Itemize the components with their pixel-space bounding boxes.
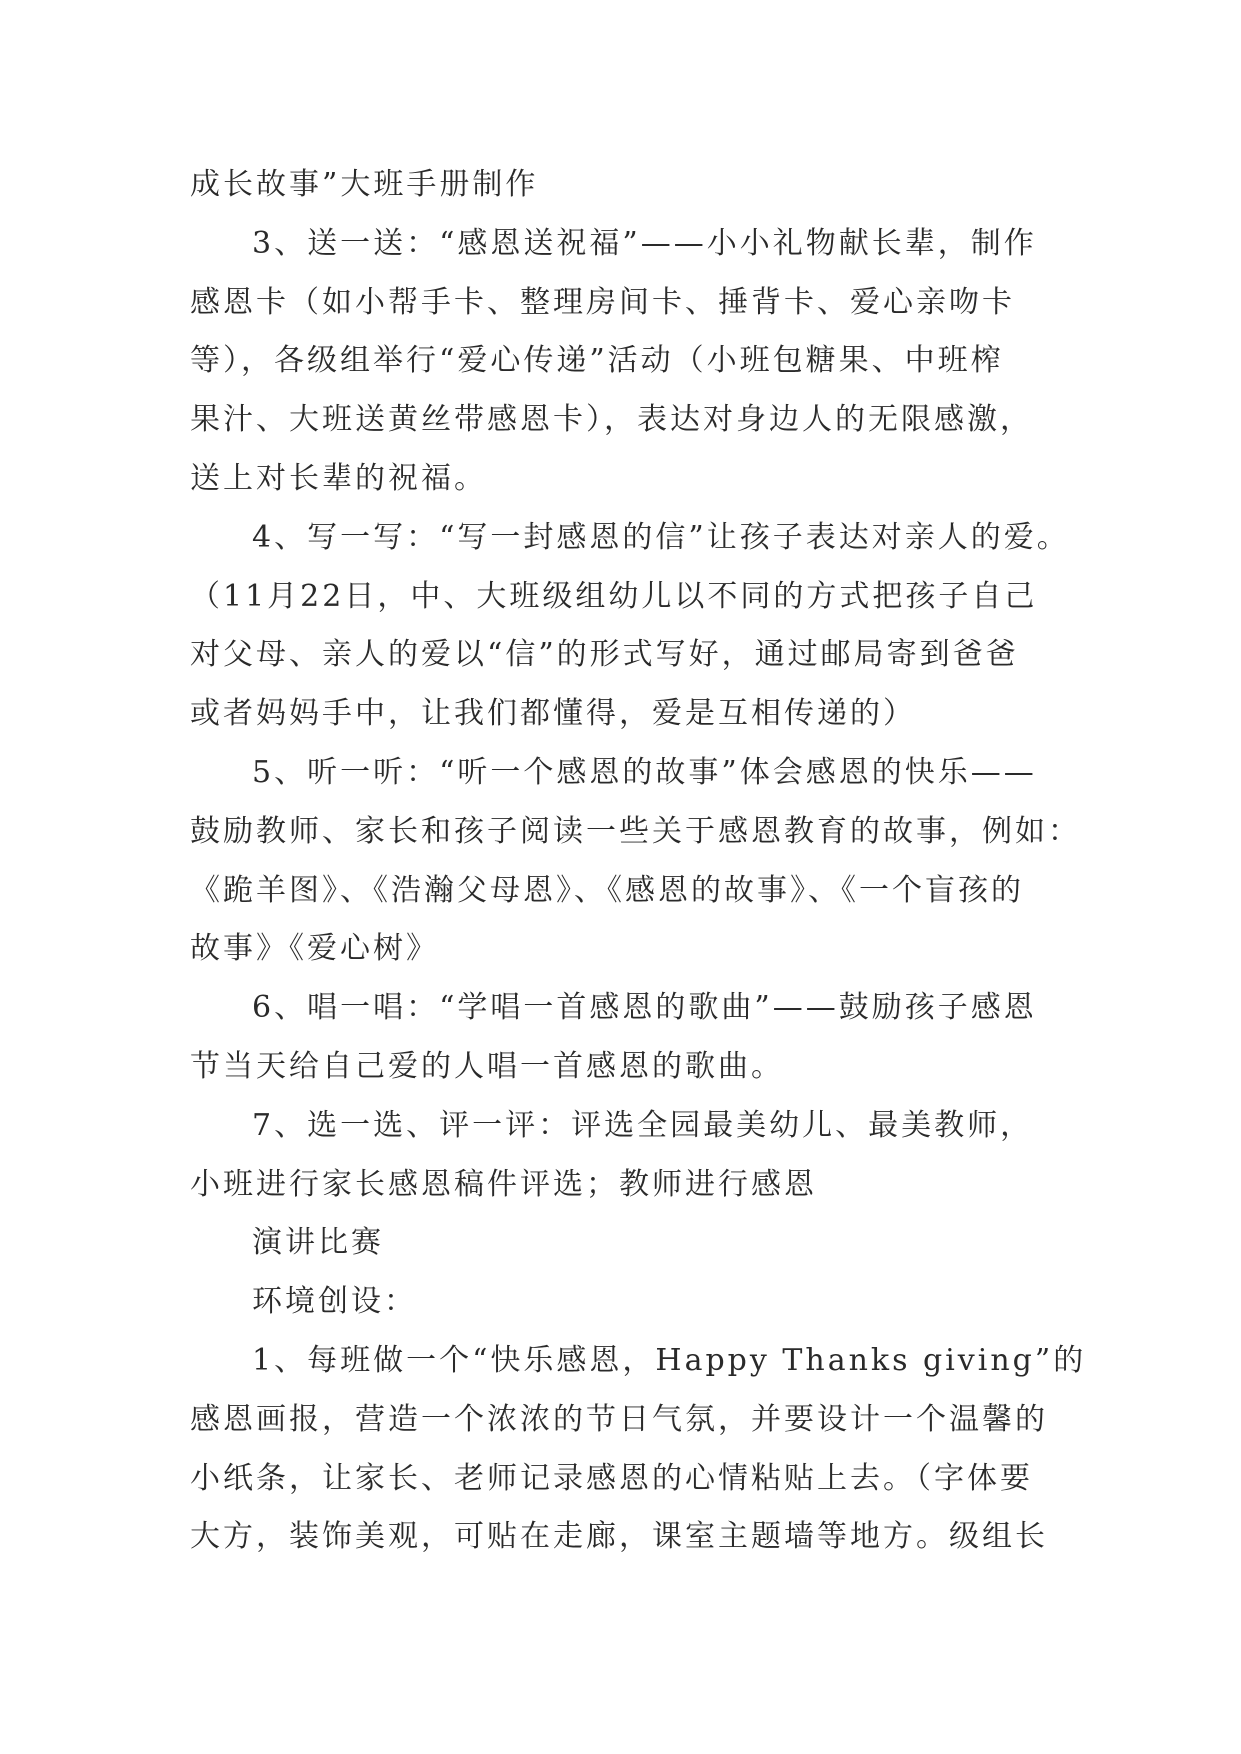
- text-line: 节当天给自己爱的人唱一首感恩的歌曲。: [190, 1048, 784, 1084]
- text-line: 或者妈妈手中，让我们都懂得，爱是互相传递的）: [190, 696, 916, 732]
- paragraph: [190, 1097, 1054, 1215]
- paragraph: [190, 509, 1070, 744]
- text-line: 故事》《爱心树》: [190, 931, 439, 967]
- text-line: 环境创设：: [252, 1284, 417, 1320]
- text-line: 感恩画报，营造一个浓浓的节日气氛，并要设计一个温馨的: [190, 1401, 1048, 1437]
- paragraph: [190, 156, 1054, 215]
- document-body: [190, 156, 1087, 1567]
- text-line: 果汁、大班送黄丝带感恩卡），表达对身边人的无限感激，: [190, 402, 1033, 438]
- text-line: 鼓励教师、家长和孩子阅读一些关于感恩教育的故事，例如：: [190, 813, 1081, 849]
- text-line: 小班进行家长感恩稿件评选；教师进行感恩: [190, 1166, 817, 1202]
- paragraph: [190, 215, 1054, 509]
- text-line: 演讲比赛: [252, 1225, 384, 1261]
- paragraph: [190, 744, 1081, 979]
- text-line: 6、唱一唱：“学唱一首感恩的歌曲”——鼓励孩子感恩: [252, 990, 1037, 1026]
- paragraph: [190, 1214, 1054, 1273]
- text-line: 5、听一听：“听一个感恩的故事”体会感恩的快乐——: [252, 754, 1037, 790]
- text-line: 3、送一送：“感恩送祝福”——小小礼物献长辈，制作: [252, 225, 1037, 261]
- text-line: 送上对长辈的祝福。: [190, 460, 487, 496]
- text-line: 7、选一选、评一评：评选全园最美幼儿、最美教师，: [252, 1107, 1034, 1143]
- paragraph: [190, 979, 1054, 1097]
- text-line: 4、写一写：“写一封感恩的信”让孩子表达对亲人的爱。: [252, 519, 1070, 555]
- paragraph: [190, 1332, 1087, 1567]
- text-line: 成长故事”大班手册制作: [190, 167, 539, 202]
- text-line: 大方，装饰美观，可贴在走廊，课室主题墙等地方。级组长: [190, 1519, 1048, 1555]
- text-line: （11月22日，中、大班级组幼儿以不同的方式把孩子自己: [190, 578, 1038, 614]
- text-line: 等），各级组举行“爱心传递”活动（小班包糖果、中班榨: [190, 343, 1004, 379]
- text-line: 小纸条，让家长、老师记录感恩的心情粘贴上去。（字体要: [190, 1460, 1033, 1496]
- text-line: 1、每班做一个“快乐感恩，Happy Thanks giving”的: [252, 1342, 1087, 1378]
- text-line: 《跪羊图》、《浩瀚父母恩》、《感恩的故事》、《一个盲孩的: [190, 872, 1024, 908]
- text-line: 对父母、亲人的爱以“信”的形式写好，通过邮局寄到爸爸: [190, 637, 1019, 673]
- text-line: 感恩卡（如小帮手卡、整理房间卡、捶背卡、爱心亲吻卡: [190, 284, 1015, 320]
- paragraph: [190, 1273, 1054, 1332]
